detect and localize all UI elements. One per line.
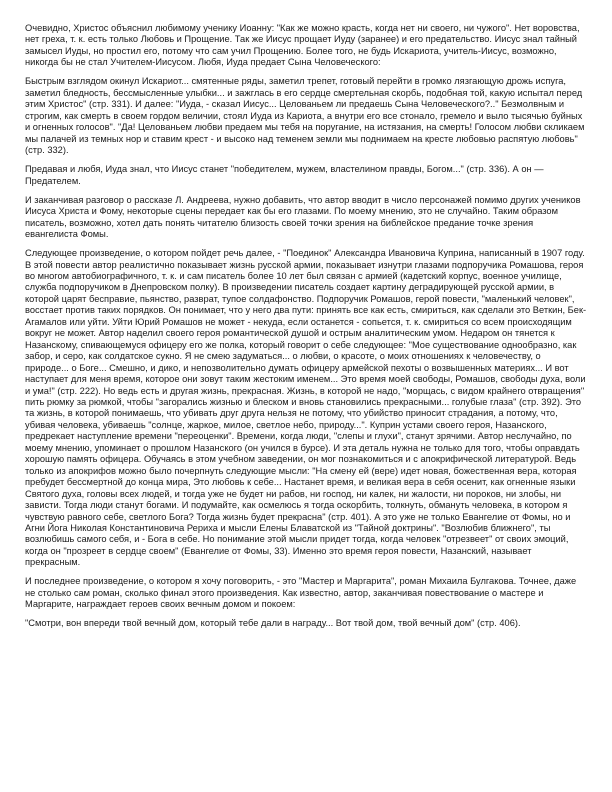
paragraph-betrayer: Предавая и любя, Иуда знал, что Иисус станет "победителем, мужем, властелином правды, Богом..." (стр. 336). А он — Предателем. — [25, 164, 544, 186]
paragraph-duel-kuprin: Следующее произведение, о котором пойдет речь далее, - "Поединок" Александра Ивановича Куприна, написанный в 1907 году. В этой повести автор реалистично показывает жизнь русской армии, показывает изнутри глазами подпоручика Ромашова, героя во многом автобиографичного, т. к. и сам писатель более 10 лет был связан с армией (кадетский корпус, военное училище, служба подпоручиком в Днепровском полку). В произведении писатель создает картину деградирующей русской армии, в которой царят бесправие, пьянство, разврат, тупое солдафонство. Подпоручик Ромашов, герой повести, "маленький человек", восстает против таких порядков. Он понимает, что у него два пути: принять все как есть, смириться, как сделали это Веткин, Бек-Агамалов или уйти. Уйти Юрий Ромашов не может - некуда, если останется - сопьется, т. к. смириться со всем происходящим вокруг не может. Автор наделил своего героя романтической душой и острым аналитическим умом. Недаром он тянется к Назанскому, спивающемуся офицеру его же полка, который говорит о себе следующее: "Мое существование однообразно, как забор, и серо, как солдатское сукно. Я не смею задуматься... о любви, о красоте, о моих отношениях к человечеству, о природе... о Боге... Смешно, и дико, и непозволительно думать офицеру армейской пехоты о возвышенных материях... И вот наступает для меня время, которое они зовут таким жестоким именем... Это время моей свободы, Ромашов, свободы духа, воли и ума!" (стр. 222). Но ведь есть и другая жизнь, прекрасная. Жизнь, в которой не надо, "морщась, с видом крайнего отвращения" пить рюмку за рюмкой, чтобы "загорались жизнью и блеском и вновь становились прекрасными... голубые глаза" (стр. 392). Это та жизнь, в которой понимаешь, что убивать друг друга нельзя не потому, что убийство приносит страдания, а потому, что, убивая человека, убиваешь "солнце, жаркое, милое, светлое небо, природу...". Куприн устами своего героя, Назанского, предрекает наступление времени "переоценки". Времени, когда люди, "слепы и глухи", станут зрячими. Автор неслучайно, по моему мнению, упоминает о прошлом Назанского (он учился в бурсе). И эта деталь нужна не только для того, чтобы оправдать хорошую память офицера. Обучаясь в этом учебном заведении, он мог познакомиться и с апокрифической литературой. Ведь только из апокрифов можно было почерпнуть следующие мысли: "На смену ей (вере) идет новая, божественная вера, которая пребудет бессмертной до конца мира, Это любовь к себе... Настанет время, и великая вера в себя осенит, как огненные языки Святого духа, головы всех людей, и тогда уже не будет ни рабов, ни господ, ни калек, ни жалости, ни пороков, ни злобы, ни зависти. Тогда люди станут богами. И подумайте, как осмелюсь я тогда оскорбить, толкнуть, обмануть человека, в котором я чувствую равного себе, светлого Бога? Тогда жизнь будет прекрасна" (стр. 401). А это уже не только Евангелие от Фомы, но и Агни Йога Николая Константиновича Рериха и мысли Елены Блаватской из "Тайной доктрины". "Возлюбив ближнего", ты возлюбишь самого себя, и - Бога в себе. Но понимание этой мысли придет тогда, когда человек "отрезвеет" от своих эмоций, когда он "прозреет в сердце своем" (Евангелие от Фомы, 33). Именно это время героя повести, Назанский, называет прекрасным. — [25, 248, 587, 568]
paragraph-eternal-home-quote: "Смотри, вон впереди твой вечный дом, который тебе дали в награду... Вот твой дом, твой вечный дом" (стр. 406). — [25, 618, 521, 629]
paragraph-andreev-conclusion: И заканчивая разговор о рассказе Л. Андреева, нужно добавить, что автор вводит в число персонажей помимо других учеников Иисуса Христа и Фому, некоторые сцены передает как бы его глазами. По моему мнению, это не случайно. Таким образом писатель, возможно, хотел дать понять читателю близость своей точки зрения на библейское предание точке зрения евангелиста Фомы. — [25, 194, 581, 240]
paragraph-christ-forgiveness: Очевидно, Христос объяснил любимому ученику Иоанну: "Как же можно красть, когда нет ни своего, ни чужого". Нет воровства, нет греха, т. к. есть только Любовь и Прощение. Так же Иисус прощает Иуду (заранее) и его предательство. Иисус знал тайный замысел Иуды, но простил его, потому что сам учил Прощению. Более того, не будь Искариота, учитель-Иисус, возможно, никогда бы не стал Учителем-Иисусом. Любя, Иуда предает Сына Человеческого: — [25, 23, 580, 68]
paragraph-judas-quote: Быстрым взглядом окинул Искариот... смятенные ряды, заметил трепет, готовый перейти в громко лязгающую дрожь испуга, заметил бледность, бессмысленные улыбки... и зажглась в его сердце смертельная скорбь, подобная той, какую испытал перед этим Христос" (стр. 331). И далее: "Иуда, - сказал Иисус... Целованьем ли предаешь Сына Человеческого?.." Безмолвным и строгим, как смерть в своем гордом величии, стоял Иуда из Кариота, а внутри его все стонало, гремело и выло тысячью буйных и огненных голосов". "Да! Целованьем любви предаем мы тебя на поругание, на истязания, на смерть! Голосом любви скликаем мы палачей из темных нор и ставим крест - и высоко над теменем земли мы поднимаем на кресте любовью распятую любовь" (стр. 332). — [25, 76, 585, 156]
paragraph-master-margarita: И последнее произведение, о котором я хочу поговорить, - это "Мастер и Маргарита", роман Михаила Булгакова. Точнее, даже не столько сам роман, сколько финал этого произведения. Как известно, автор, заканчивая повествование о мастере и Маргарите, награждает героев своих вечным домом и покоем: — [25, 576, 577, 610]
